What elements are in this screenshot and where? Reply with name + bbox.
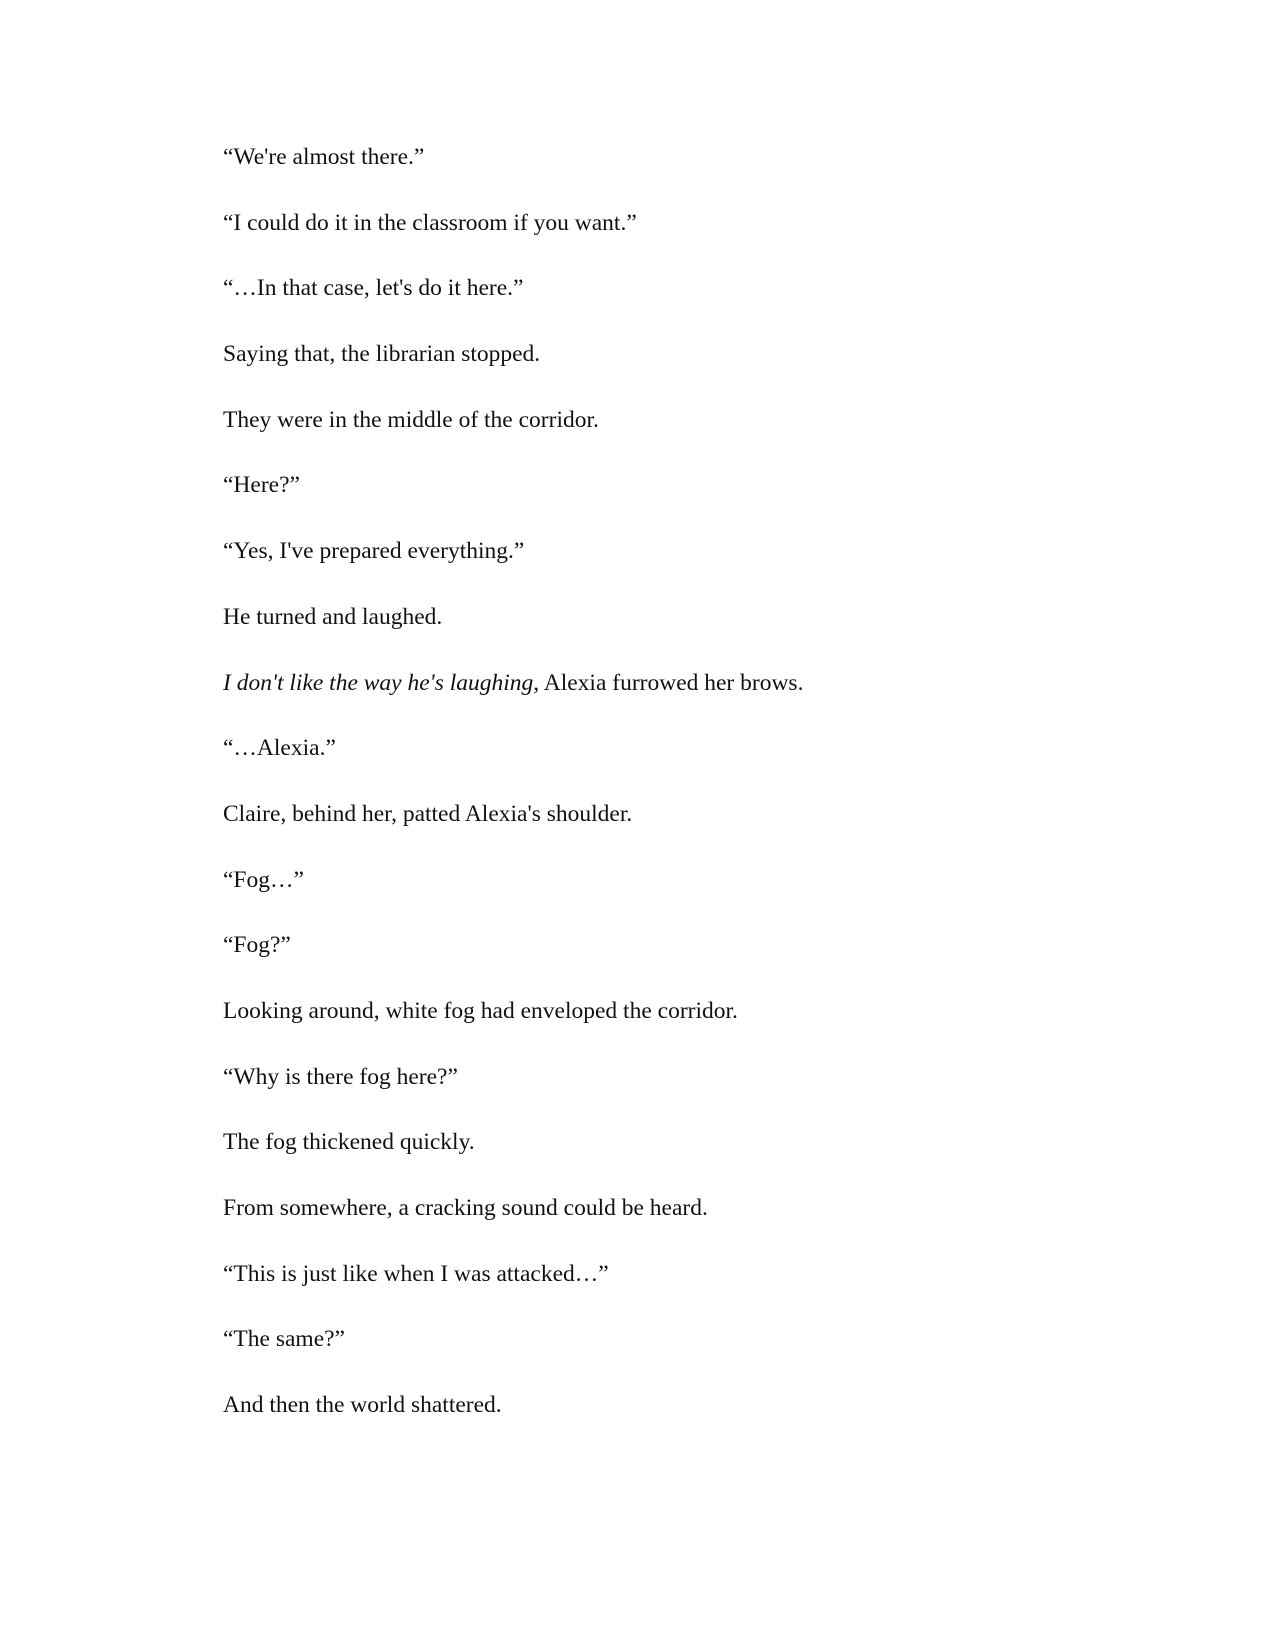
italic-thought: I don't like the way he's laughing — [223, 669, 534, 696]
paragraph-rest: , Alexia furrowed her brows. — [533, 669, 804, 696]
paragraph: The fog thickened quickly. — [223, 1129, 475, 1156]
paragraph: “This is just like when I was attacked…” — [223, 1260, 609, 1287]
paragraph: “Yes, I've prepared everything.” — [223, 538, 525, 565]
paragraph: “The same?” — [223, 1326, 345, 1353]
paragraph: Claire, behind her, patted Alexia's shoulder. — [223, 800, 633, 827]
paragraph-mixed — [223, 668, 1123, 734]
paragraph: “Fog?” — [223, 932, 291, 959]
paragraph: “Fog…” — [223, 866, 304, 893]
paragraph: Saying that, the librarian stopped. — [223, 341, 541, 368]
paragraph: Looking around, white fog had enveloped the corridor. — [223, 997, 738, 1024]
paragraph: “Why is there fog here?” — [223, 1063, 458, 1090]
paragraph: “I could do it in the classroom if you want.” — [223, 209, 637, 236]
paragraph: He turned and laughed. — [223, 603, 443, 630]
body-text — [223, 142, 1123, 1456]
paragraph: “Here?” — [223, 472, 300, 499]
paragraph: They were in the middle of the corridor. — [223, 406, 599, 433]
paragraph: From somewhere, a cracking sound could be heard. — [223, 1195, 708, 1221]
paragraph: “…In that case, let's do it here.” — [223, 275, 524, 302]
paragraph: And then the world shattered. — [223, 1392, 502, 1419]
paragraph: “We're almost there.” — [223, 144, 425, 170]
paragraph: “…Alexia.” — [223, 735, 336, 762]
